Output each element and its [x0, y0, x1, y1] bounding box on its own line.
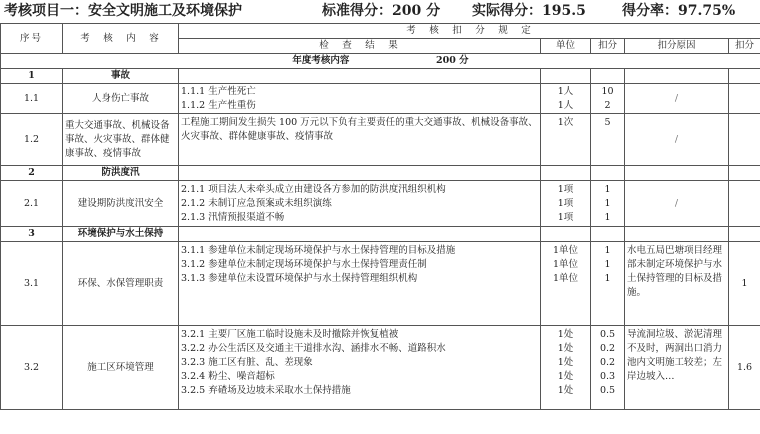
row-unit: 1次 [541, 114, 591, 166]
header-result: 检 查 结 果 [179, 39, 541, 54]
row-name: 施工区环境管理 [63, 326, 179, 410]
row-deduct2: 1 [729, 242, 760, 326]
project-title: 考核项目一：安全文明施工及环境保护 [4, 3, 242, 19]
row-num: 1.1 [1, 84, 63, 114]
annual-label: 年度考核内容 [292, 55, 350, 66]
header-reason: 扣分原因 [625, 39, 729, 54]
header-seq: 序号 [1, 24, 63, 54]
row-num: 2.1 [1, 181, 63, 227]
row-deducts: 0.5 0.2 0.2 0.3 0.5 [591, 326, 625, 410]
row-deducts: 1 1 1 [591, 242, 625, 326]
header-group: 考 核 扣 分 规 定 [179, 24, 760, 39]
actual-score: 实际得分：195.5 [472, 3, 586, 19]
row-result: 工程施工期间发生损失 100 万元以下负有主要责任的重大交通事故、机械设备事故、火灾事故、群体健康事故、疫情事故 [179, 114, 541, 166]
section-name: 防洪度汛 [63, 166, 179, 181]
row-reason: / [625, 181, 729, 227]
row-results: 3.2.1 主要厂区施工临时设施未及时撤除并恢复植被 3.2.2 办公生活区及交通主干道排水沟、涵排水不畅、道路积水 3.2.3 施工区有脏、乱、差现象 3.2.4 粉尘、噪音超标 3.2.5 弃碴场及边坡未采取水土保持措施 [179, 326, 541, 410]
row-reason: / [625, 84, 729, 114]
row-reason: 导流洞垃圾、淤泥清理不及时，两洞出口消力池内文明施工较差；左岸边坡入… [625, 326, 729, 410]
table-row [1, 242, 760, 326]
table-row [1, 84, 760, 114]
section-row [1, 69, 760, 84]
table-row [1, 326, 760, 410]
section-name: 事故 [63, 69, 179, 84]
row-name: 环保、水保管理职责 [63, 242, 179, 326]
row-deduct2 [729, 181, 760, 227]
row-results: 3.1.1 参建单位未制定现场环境保护与水土保持管理的目标及措施 3.1.2 参建单位未制定现场环境保护与水土保持管理责任制 3.1.3 参建单位未设置环境保护与水土保持管理组织机构 [179, 242, 541, 326]
score-rate: 得分率：97.75% [622, 3, 736, 19]
row-deduct2 [729, 114, 760, 166]
row-deducts: 1 1 1 [591, 181, 625, 227]
row-units: 1处 1处 1处 1处 1处 [541, 326, 591, 410]
row-num: 1.2 [1, 114, 63, 166]
header-deduct2: 扣分 [729, 39, 760, 54]
row-units: 1人 1人 [541, 84, 591, 114]
row-name: 建设期防洪度汛安全 [63, 181, 179, 227]
row-reason: 水电五局巴塘项目经理部未制定环境保护与水土保持管理的目标及措施。 [625, 242, 729, 326]
section-num: 1 [1, 69, 63, 84]
annual-row [1, 54, 760, 69]
assessment-table [0, 23, 760, 410]
section-num: 2 [1, 166, 63, 181]
row-results: 2.1.1 项目法人未牵头成立由建设各方参加的防洪度汛组织机构 2.1.2 未制订应急预案或未组织演练 2.1.3 汛情预报渠道不畅 [179, 181, 541, 227]
row-name: 重大交通事故、机械设备事故、火灾事故、群体健康事故、疫情事故 [63, 114, 179, 166]
row-units: 1单位 1单位 1单位 [541, 242, 591, 326]
section-row [1, 227, 760, 242]
row-reason: / [625, 114, 729, 166]
section-num: 3 [1, 227, 63, 242]
row-units: 1项 1项 1项 [541, 181, 591, 227]
annual-score: 200 分 [436, 55, 469, 66]
table-row [1, 114, 760, 166]
row-results: 1.1.1 生产性死亡 1.1.2 生产性重伤 [179, 84, 541, 114]
section-row [1, 166, 760, 181]
header-unit: 单位 [541, 39, 591, 54]
header-item: 考 核 内 容 [63, 24, 179, 54]
section-name: 环境保护与水土保持 [63, 227, 179, 242]
row-name: 人身伤亡事故 [63, 84, 179, 114]
row-deduct2 [729, 84, 760, 114]
row-num: 3.1 [1, 242, 63, 326]
row-num: 3.2 [1, 326, 63, 410]
page-title [0, 0, 760, 22]
standard-score: 标准得分：200 分 [322, 3, 441, 19]
header-deduct: 扣分 [591, 39, 625, 54]
row-deduct2: 1.6 [729, 326, 760, 410]
table-row [1, 181, 760, 227]
row-deducts: 10 2 [591, 84, 625, 114]
row-deduct: 5 [591, 114, 625, 166]
